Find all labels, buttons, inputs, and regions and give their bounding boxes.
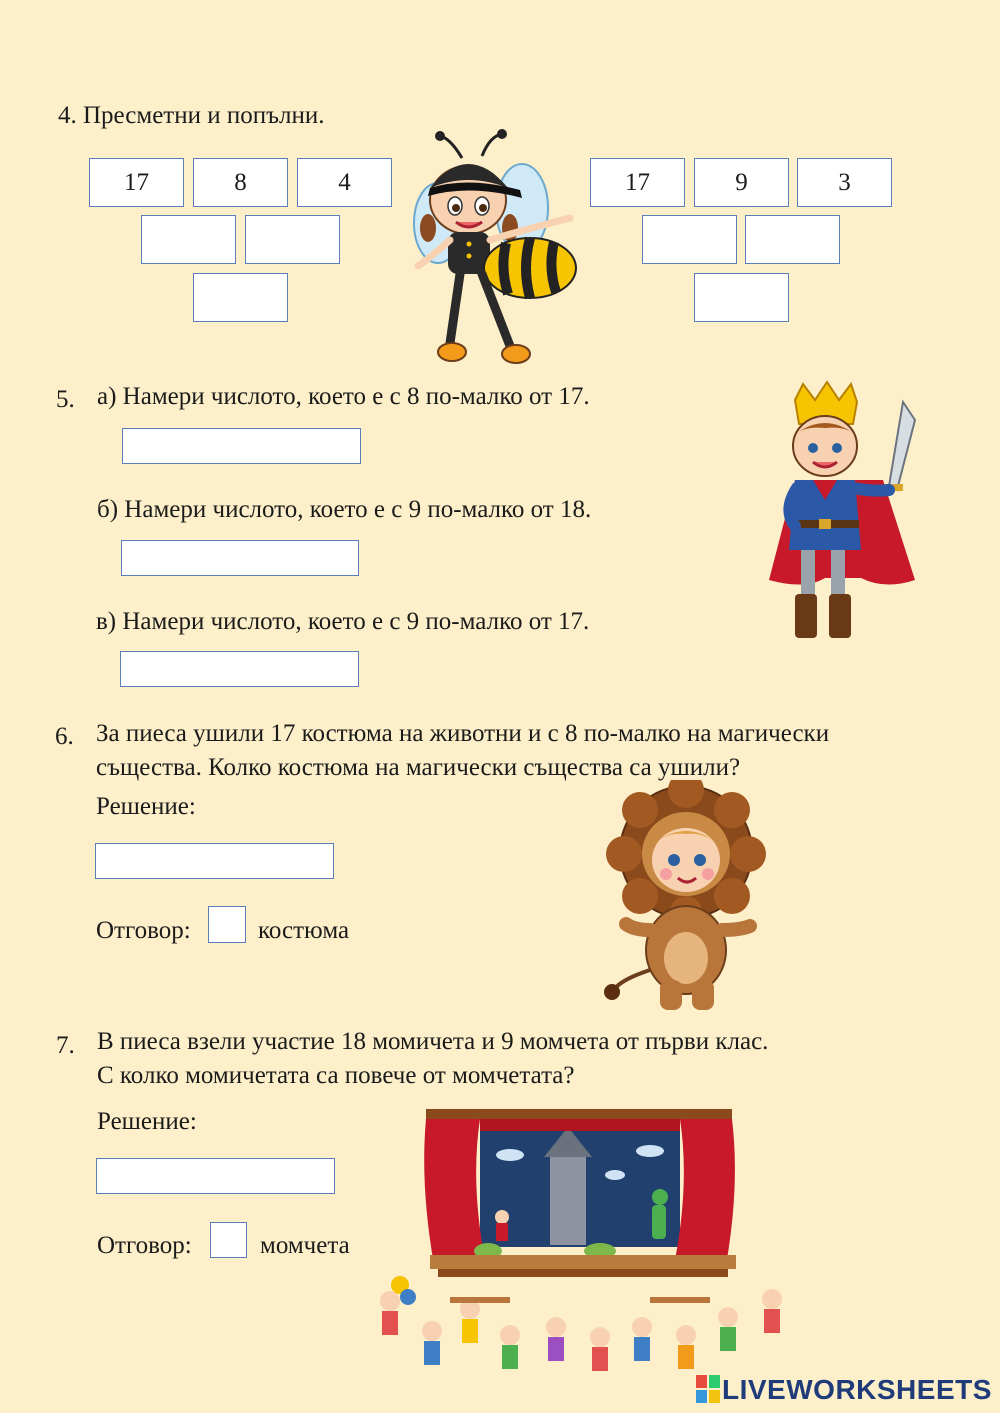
pyramid-right-middle-1-input[interactable] xyxy=(642,215,737,264)
task-6-text-line-1: За пиеса ушили 17 костюма на животни и с 8 по-малко на магически xyxy=(96,720,830,747)
pyramid-right-top-2: 9 xyxy=(694,158,789,207)
liveworksheets-logo xyxy=(696,1374,992,1406)
task-6-answer-unit: костюма xyxy=(258,917,350,944)
task-6-answer-label: Отговор: xyxy=(96,917,191,944)
task-5-number: 5. xyxy=(56,386,75,413)
pyramid-right-bottom-input[interactable] xyxy=(694,273,789,322)
task-5c-answer-input[interactable] xyxy=(120,651,359,687)
task-5c-text: в) Намери числото, което е с 9 по-малко от 17. xyxy=(96,608,590,635)
task-7-text-line-1: В пиеса взели участие 18 момичета и 9 момчета от първи клас. xyxy=(97,1028,769,1055)
task-4-title: 4. Пресметни и попълни. xyxy=(58,102,325,129)
pyramid-left-top-1: 17 xyxy=(89,158,184,207)
pyramid-right-top-3: 3 xyxy=(797,158,892,207)
pyramid-right-top-1: 17 xyxy=(590,158,685,207)
pyramid-left-bottom-input[interactable] xyxy=(193,273,288,322)
task-7-number: 7. xyxy=(56,1032,75,1059)
theater-stage-illustration xyxy=(360,1105,805,1385)
lion-kid-illustration xyxy=(600,780,780,1020)
live-logo-icon xyxy=(696,1375,722,1405)
task-5b-text: б) Намери числото, което е с 9 по-малко от 18. xyxy=(97,496,592,523)
task-7-answer-label: Отговор: xyxy=(97,1232,192,1259)
task-5a-text: а) Намери числото, което е с 8 по-малко от 17. xyxy=(97,383,590,410)
task-6-solution-label: Решение: xyxy=(96,793,196,820)
bee-girl-illustration xyxy=(410,128,585,378)
task-7-solution-label: Решение: xyxy=(97,1108,197,1135)
prince-illustration xyxy=(765,380,920,642)
task-6-solution-input[interactable] xyxy=(95,843,334,879)
task-6-number: 6. xyxy=(55,723,74,750)
pyramid-left-top-2: 8 xyxy=(193,158,288,207)
task-5b-answer-input[interactable] xyxy=(121,540,359,576)
task-7-text-line-2: С колко момичетата са повече от момчетата? xyxy=(97,1062,575,1089)
pyramid-right-middle-2-input[interactable] xyxy=(745,215,840,264)
liveworksheets-logo-text: LIVEWORKSHEETS xyxy=(722,1374,992,1405)
task-6-text-line-2: същества. Колко костюма на магически същества са ушили? xyxy=(96,754,741,781)
task-5a-answer-input[interactable] xyxy=(122,428,361,464)
pyramid-left-top-3: 4 xyxy=(297,158,392,207)
pyramid-left-middle-2-input[interactable] xyxy=(245,215,340,264)
task-7-solution-input[interactable] xyxy=(96,1158,335,1194)
pyramid-left-middle-1-input[interactable] xyxy=(141,215,236,264)
task-7-answer-input[interactable] xyxy=(210,1222,247,1258)
task-6-answer-input[interactable] xyxy=(208,906,246,943)
task-7-answer-unit: момчета xyxy=(260,1232,350,1259)
